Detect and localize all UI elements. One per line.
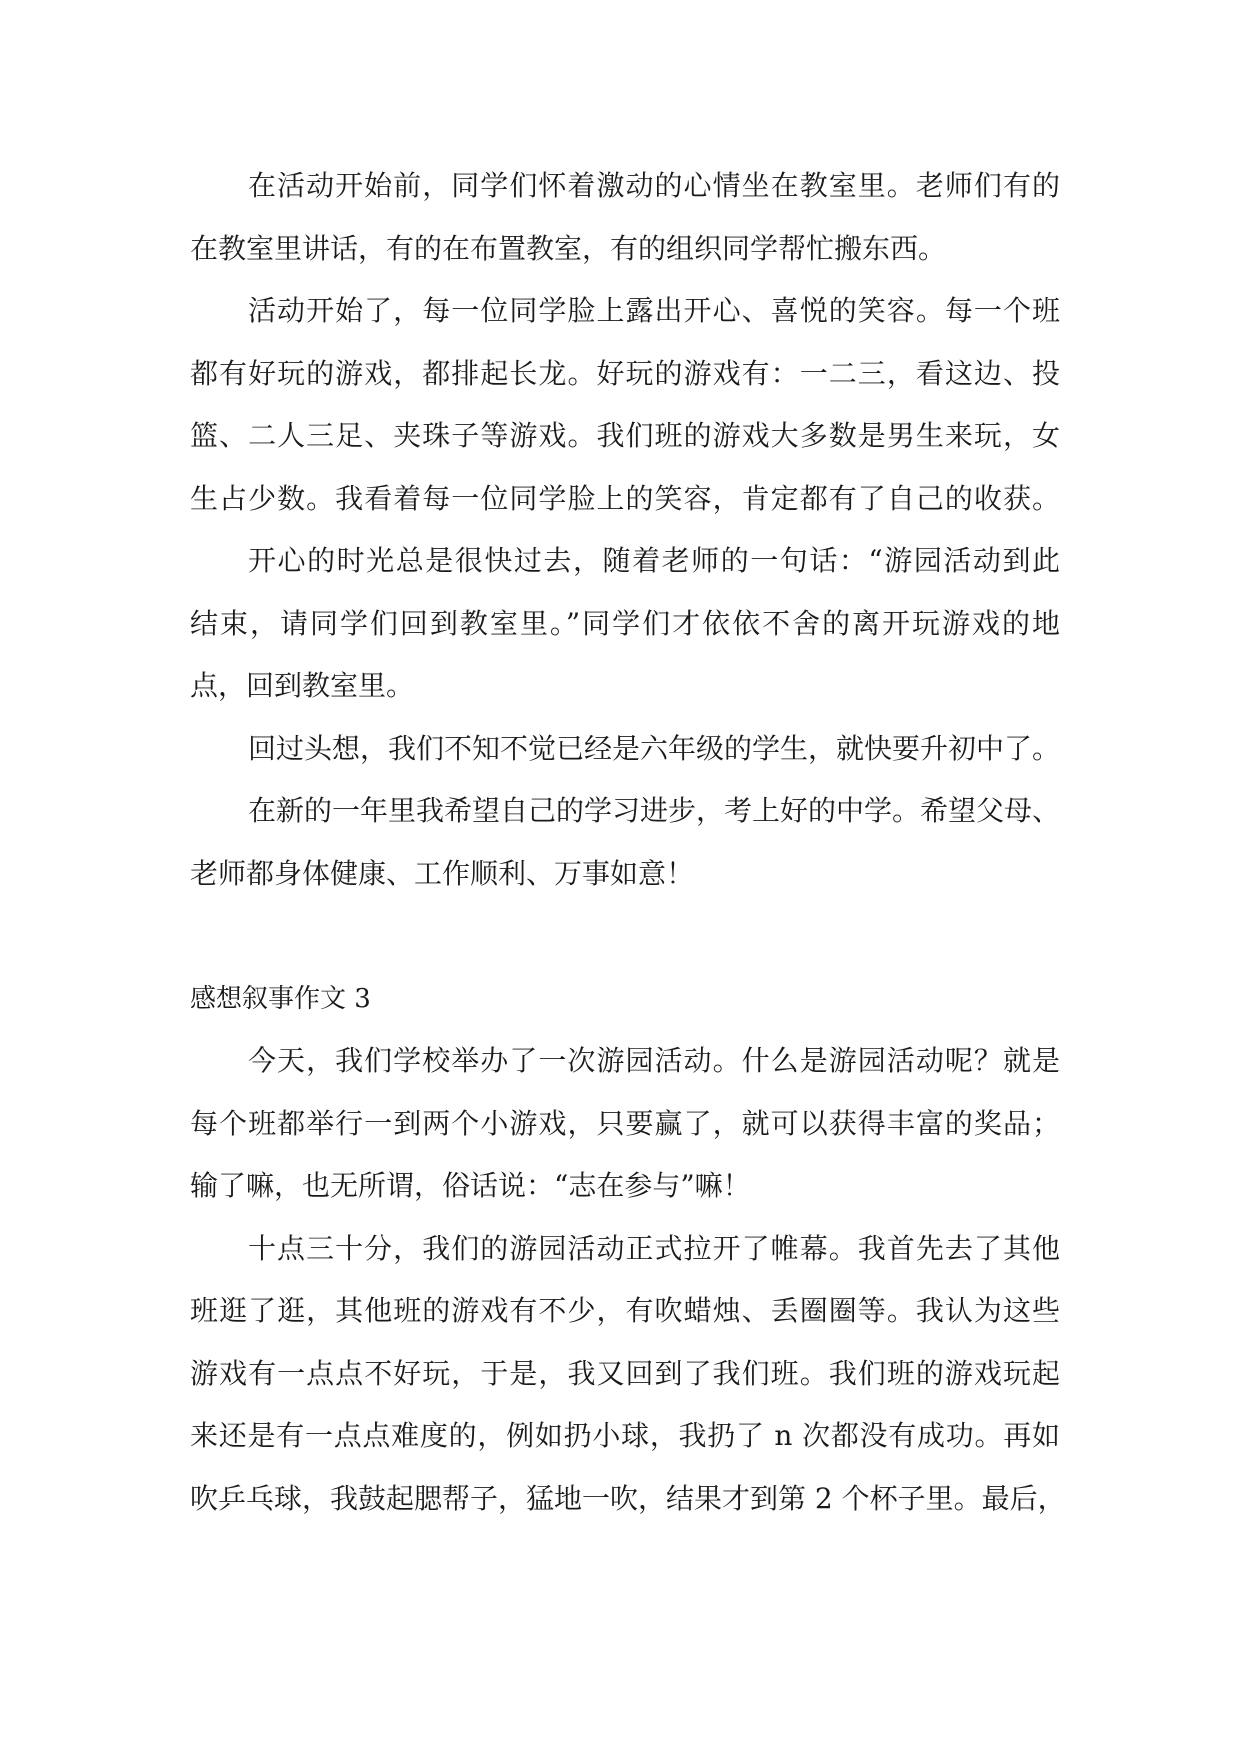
text-line: 输了嘛，也无所谓，俗话说：“志在参与”嘛！ xyxy=(190,1169,751,1202)
text-line: 十点三十分，我们的游园活动正式拉开了帷幕。我首先去了其他 xyxy=(248,1231,1060,1265)
paragraph xyxy=(190,1030,1060,1218)
paragraph xyxy=(190,280,1060,530)
paragraph xyxy=(190,780,1060,905)
paragraph xyxy=(190,155,1060,280)
text-line: 回过头想，我们不知不觉已经是六年级的学生，就快要升初中了。 xyxy=(248,731,1061,765)
blank-line xyxy=(190,905,1060,968)
text-line: 在教室里讲话，有的在布置教室，有的组织同学帮忙搬东西。 xyxy=(190,231,947,265)
document-body xyxy=(190,155,1066,1530)
text-line: 在活动开始前，同学们怀着激动的心情坐在教室里。老师们有的 xyxy=(248,169,1060,202)
text-line: 班逛了逛，其他班的游戏有不少，有吹蜡烛、丢圈圈等。我认为这些 xyxy=(190,1294,1060,1327)
text-line: 吹乒乓球，我鼓起腮帮子，猛地一吹，结果才到第 2 个杯子里。最后， xyxy=(190,1481,1066,1515)
text-line: 在新的一年里我希望自己的学习进步，考上好的中学。希望父母、 xyxy=(248,794,1061,827)
text-line: 来还是有一点点难度的，例如扔小球，我扔了 n 次都没有成功。再如 xyxy=(190,1419,1060,1452)
paragraph xyxy=(190,1218,1066,1531)
text-line: 结束，请同学们回到教室里。”同学们才依依不舍的离开玩游戏的地 xyxy=(190,606,1060,640)
text-line: 开心的时光总是很快过去，随着老师的一句话：“游园活动到此 xyxy=(248,544,1060,577)
text-line: 生占少数。我看着每一位同学脸上的笑容，肯定都有了自己的收获。 xyxy=(190,481,1060,515)
text-line: 今天，我们学校举办了一次游园活动。什么是游园活动呢？就是 xyxy=(248,1044,1060,1077)
text-line: 篮、二人三足、夹珠子等游戏。我们班的游戏大多数是男生来玩，女 xyxy=(190,419,1060,452)
paragraph xyxy=(190,718,1060,781)
text-line: 游戏有一点点不好玩，于是，我又回到了我们班。我们班的游戏玩起 xyxy=(190,1356,1060,1390)
text-line: 活动开始了，每一位同学脸上露出开心、喜悦的笑容。每一个班 xyxy=(248,294,1060,327)
paragraph xyxy=(190,530,1060,718)
text-line: 每个班都举行一到两个小游戏，只要赢了，就可以获得丰富的奖品； xyxy=(190,1106,1060,1140)
text-line: 都有好玩的游戏，都排起长龙。好玩的游戏有：一二三，看这边、投 xyxy=(190,356,1060,390)
text-line: 老师都身体健康、工作顺利、万事如意！ xyxy=(190,856,695,890)
text-line: 点，回到教室里。 xyxy=(190,669,415,702)
section-heading: 感想叙事作文 3 xyxy=(190,983,371,1014)
